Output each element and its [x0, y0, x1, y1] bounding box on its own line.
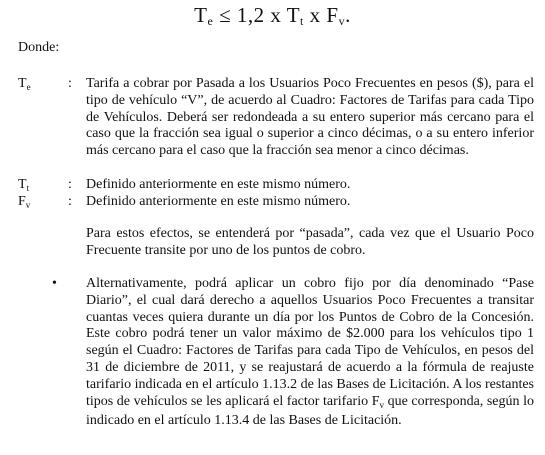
formula-fv: $F_v$. — [326, 3, 351, 28]
donde-label: Donde: — [18, 40, 60, 55]
symbol-te: $T_e$ — [18, 76, 31, 92]
colon-te: : — [68, 76, 72, 91]
pasada-note: Para estos efectos, se entenderá por “pasada”, cada vez que el Usuario Poco Frecuente transite por uno de los puntos de cobro. — [86, 226, 534, 258]
colon-fv: : — [68, 194, 72, 209]
definition-tt: Definido anteriormente en este mismo número. — [86, 177, 351, 192]
formula-times: x — [309, 3, 321, 27]
pase-diario-paragraph: Alternativamente, podrá aplicar un cobro fijo por día denominado “Pase Diario”, el cual dará derecho a aquellos Usuarios Poco Frecuentes a transitar cuantas veces quiera durante un día por los Puntos de Cobro de la Concesión. Este cobro podrá tener un valor máximo de $2.000 para los vehículos tipo 1 según el Cuadro: Factores de Tarifas para cada Tipo de Vehículos, en pesos del 31 de diciembre de 2011, y se reajustará de acuerdo a la fórmula de reajuste tarifario indicada en el artículo 1.13.2 de las Bases de Licitación. A los restantes tipos de vehículos se les aplicará el factor tarifario $F_v$ que corresponda, según lo indicado en el artículo 1.13.4 de las Bases de Licitación. — [86, 276, 534, 429]
formula-tt: $T_t$ — [286, 3, 304, 28]
colon-tt: : — [68, 177, 72, 192]
symbol-tt: $T_t$ — [18, 177, 30, 193]
formula-relation: ≤ — [219, 3, 232, 27]
bullet-marker: • — [52, 276, 57, 291]
formula — [0, 3, 545, 29]
definition-fv: Definido anteriormente en este mismo número. — [86, 194, 351, 209]
factor-fv: $F_v$ — [371, 393, 384, 410]
definition-te: Tarifa a cobrar por Pasada a los Usuarios Poco Frecuentes en pesos ($), para el tipo de vehículo “V”, de acuerdo al Cuadro: Factores de Tarifas para cada Tipo de Vehículos. Deberá ser redondeada a su entero superior más cercano para el caso que la fracción sea igual o superior a cinco décimas, o a su entero inferior más cercano para el caso que la fracción sea menor a cinco décimas. — [86, 76, 534, 159]
formula-te: $T_e$ — [194, 3, 214, 28]
symbol-fv: $F_v$ — [18, 194, 31, 210]
formula-coefficient: 1,2 x — [236, 3, 282, 27]
